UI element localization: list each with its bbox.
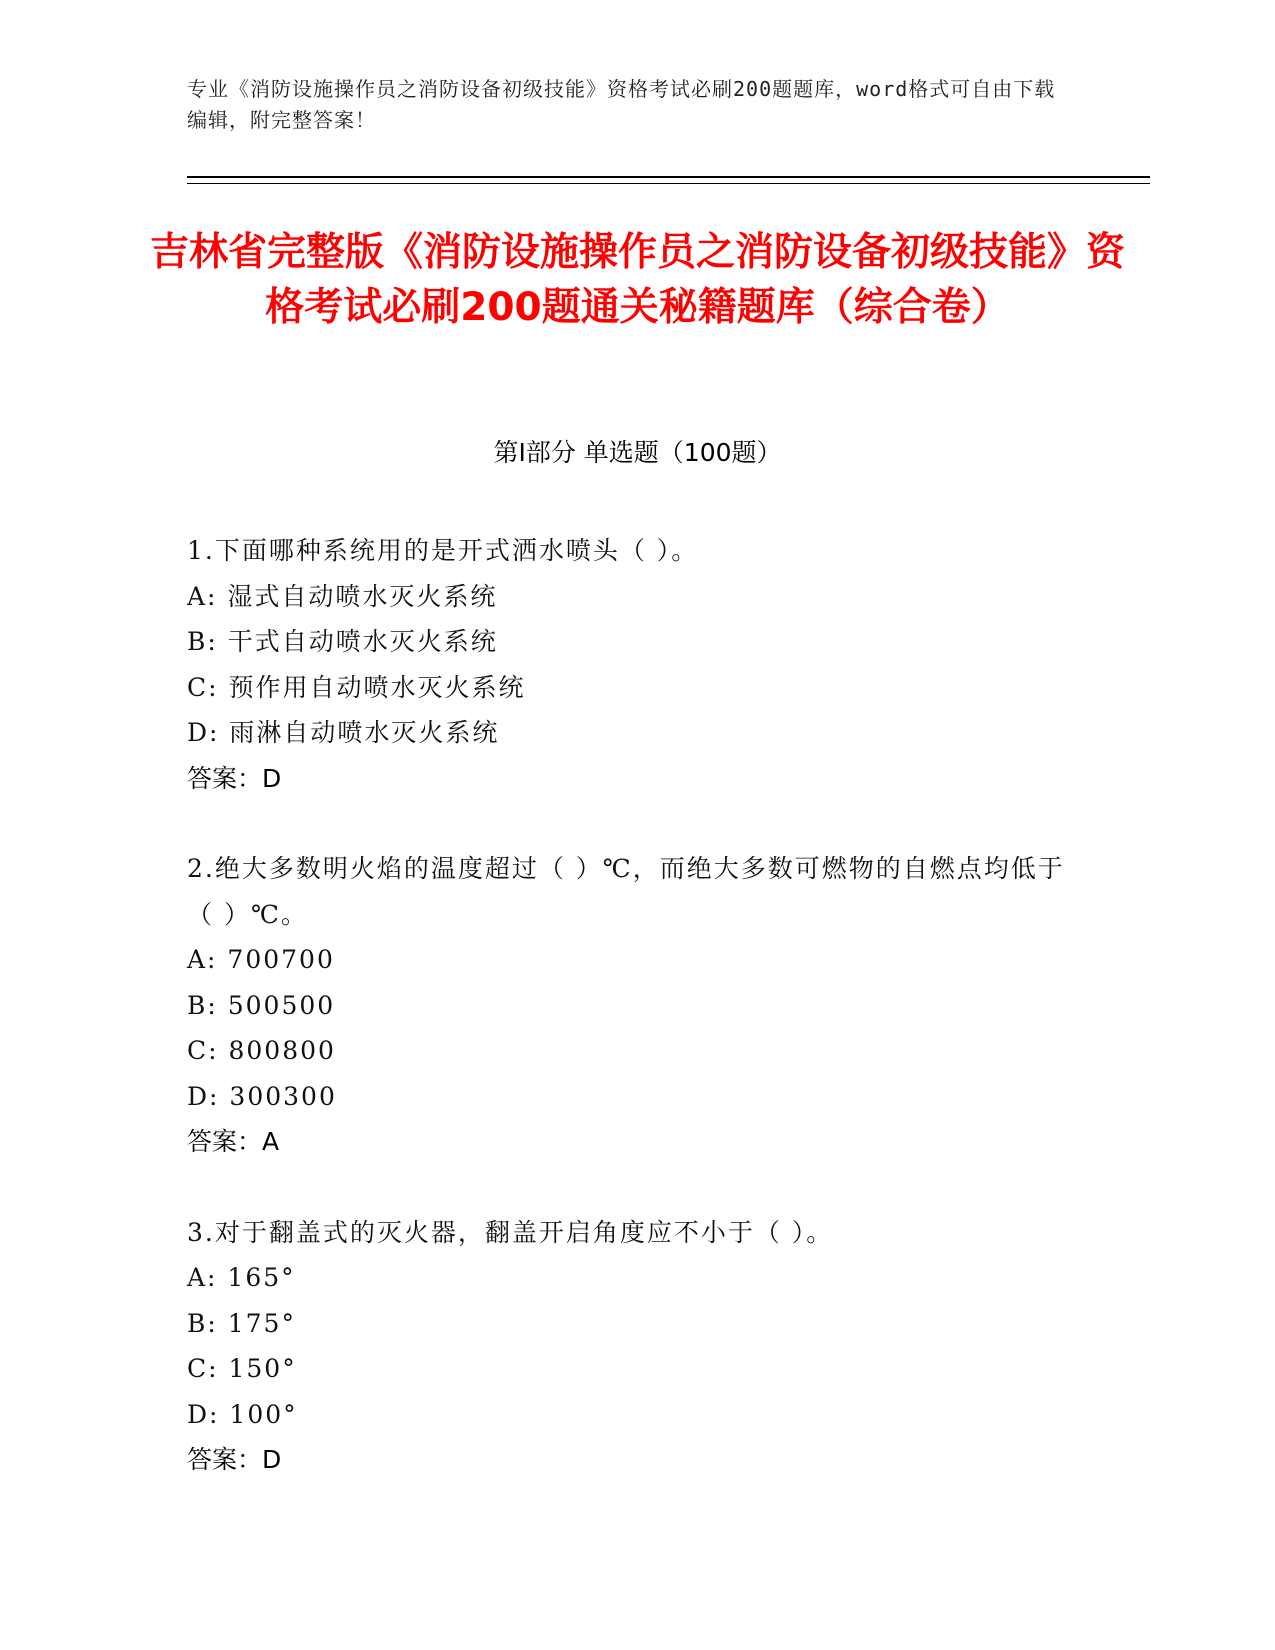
- option-d: D: 300300: [187, 1081, 337, 1111]
- answer: 答案：D: [187, 1445, 282, 1474]
- option-b: B: 500500: [187, 990, 336, 1020]
- question-item: [187, 1210, 1067, 1483]
- option-c: C: 800800: [187, 1036, 336, 1065]
- answer: 答案：D: [187, 763, 282, 793]
- header-rule-thick: [187, 176, 1150, 178]
- option-a: A: 165°: [187, 1263, 296, 1292]
- question-item: [187, 846, 1067, 1165]
- option-a: A: 湿式自动喷水灭火系统: [187, 581, 498, 611]
- question-text: 2.绝大多数明火焰的温度超过（ ）℃，而绝大多数可燃物的自燃点均低于（ ）℃。: [187, 854, 1065, 929]
- header-rule-thin: [187, 183, 1150, 184]
- section-heading: 第Ⅰ部分 单选题（100题）: [493, 438, 782, 467]
- document-title: 吉林省完整版《消防设施操作员之消防设备初级技能》资格考试必刷200题通关秘籍题库（综合卷）: [150, 230, 1126, 330]
- question-item: [187, 528, 1067, 801]
- header-note: 专业《消防设施操作员之消防设备初级技能》资格考试必刷200题题库，word格式可自由下载编辑，附完整答案！: [187, 77, 1056, 132]
- option-c: C: 预作用自动喷水灭火系统: [187, 672, 526, 702]
- question-text: 1.下面哪种系统用的是开式洒水喷头（ ）。: [187, 536, 699, 565]
- question-text: 3.对于翻盖式的灭火器，翻盖开启角度应不小于（ ）。: [187, 1217, 834, 1247]
- option-b: B: 干式自动喷水灭火系统: [187, 627, 498, 656]
- answer: 答案：A: [187, 1127, 280, 1156]
- option-b: B: 175°: [187, 1308, 296, 1338]
- question-list: [187, 528, 1067, 1528]
- option-a: A: 700700: [187, 945, 335, 974]
- option-d: D: 100°: [187, 1399, 298, 1429]
- option-d: D: 雨淋自动喷水灭火系统: [187, 718, 500, 747]
- option-c: C: 150°: [187, 1354, 297, 1383]
